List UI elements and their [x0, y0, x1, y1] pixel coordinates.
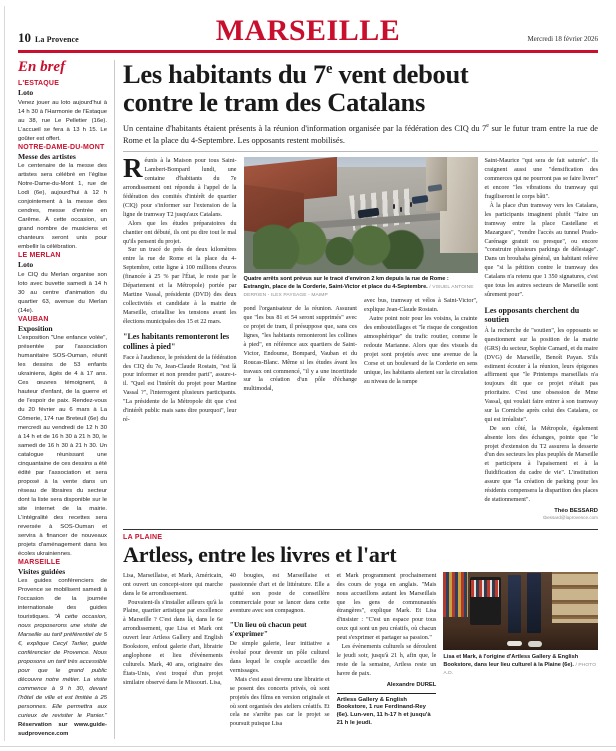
standfirst-rule: [123, 151, 598, 152]
second-article-byline: Alexandre DUREL: [386, 681, 437, 688]
article-subhead: Les opposants cherchent du soutien: [484, 305, 580, 324]
body-paragraph: Pouvaient-ils s'installer ailleurs qu'à la Plaine, quartier artistique par excellence à Marseille ? C'est dans là, dans le 6e arrondissement, que Lisa et Mark ont ouvert leur Artless Gallery and English Bookstore, enfoui galerie d'art, librairie anglophone et lieu d'événements culturels. Mark, 40 ans, originaire des États-Unis, s'est troqué d'un projet similaire observé dans le Missouri. Lisa,: [123, 599, 223, 686]
second-article-subhead: "Un lieu où chacun peut s'exprimer": [229, 620, 307, 638]
brief-kicker: MARSEILLE: [18, 558, 61, 566]
second-column-2: [230, 572, 330, 729]
body-paragraph: avec bus, tramway et vélos à Saint-Victor", explique Jean-Claude Rostain.: [364, 298, 478, 314]
body-paragraph: Lisa, Marseillaise, et Mark, Américain, ont ouvert un concept-store qui marche dans le 6e arrondissement.: [123, 572, 223, 597]
second-photo-caption: [443, 653, 598, 677]
body-paragraph: pond l'organisateur de la réunion. Assurant que "les bus 81 et 54 seront supprimés" avec ce projet de tram, il présuppose que, sans ces lignes, "les habitants remonteront les collines à pied", en référence aux quartiers de Saint-Victor, Endoume, Bompard, Vauban et du Roucas-Blanc. Même si les études ávant les travaux ont commencé, "il y a une incertitude sur la création d'un pôle d'échange multimodal,: [243, 306, 357, 393]
brief-head: Messe des artistes: [18, 151, 76, 161]
body-paragraph: De simple galerie, leur initiative a évolué pour devenir un pôle culturel dans lequel le couple accueille des vernissages.: [229, 641, 330, 675]
page-content: [18, 60, 598, 739]
photo-shoe: [507, 641, 522, 646]
body-paragraph: 40 bougies, est Marseillaise et passionnée d'art et de littérature. Elle a quitté son poste de conseillère commerciale pour se lancer dans cette aventure avec son compagnon.: [229, 572, 330, 615]
brief-kicker: L'ESTAQUE: [18, 80, 60, 87]
standfirst-part-1: Un centaine d'habitants étaient présents à la réunion d'information organisée par la fédération des CIQ du 7: [123, 123, 487, 133]
body-paragraph: Autre point noir pour les voisins, la crainte des embouteillages et "le risque de congestion atmosphérique" du trafic routier, comme le redoute Marianne. Alors que des visuels du projet sont projetés avec une avenue de la Corse et un boulevard de la Corderie en sens unique, les habitants alertent sur la circulation au niveau de la rampe: [364, 316, 478, 385]
body-paragraph: Sur un tracé de près de deux kilomètres entre la rue de Rome et la place du 4-Septembre, cette ligne à 100 millions d'euros (financée à 25 % par l'État, le reste par le Département et la Métropole) portée par Martine Vassal, présidente (DVD) des deux collectivités et candidate à la mairie de Marseille, cristallise les tensions avant les élections municipales des 15 et 22 mars.: [123, 247, 237, 325]
headline-part-2: vent debout: [332, 59, 469, 89]
page-edge-rule: [4, 6, 5, 741]
caption-credit: / PHOTO A.D.: [443, 662, 597, 677]
photo-trees: [253, 222, 426, 268]
main-area: [115, 60, 598, 739]
brief-text-quote: "À cette occasion, nous proposerons une visite de Marseille au tarif préférentiel de 5 €, explique Cecyl Tarlier, guide conférencier de Provence. Nous proposons un tarif très accessible pour que le grand public découvre notre métier. La visite commence à 9 h 30, devant l'hôtel de ville et est limitée à 25 personnes. Elle permettra aux curieux de revisiter le Panier.": [18, 614, 107, 719]
body-paragraph: Réunis à la Maison pour tous Saint-Lambert-Bompard lundi, une centaine d'habitants du 7e arrondissement ont répondu à l'appel de la fédération des comités d'intérêt de quartier (CIQ) pour s'informer sur l'extension de la ligne de tramway T2 jusqu'aux Catalans.: [123, 153, 237, 218]
photo-rack-books: [471, 580, 499, 597]
photo-pedestrian: [410, 202, 412, 207]
brief-kicker: VAUBAN: [18, 315, 49, 323]
issue-date: Mercredi 18 février 2026: [527, 35, 598, 43]
main-standfirst: [123, 122, 598, 146]
headline-part-1: Les habitants du 7: [123, 59, 326, 89]
page-bottom-rule: [0, 746, 616, 747]
second-column-1: [123, 572, 223, 688]
body-paragraph: Les évènements culturels se déroulent le jeudi soir, jusqu'à 21 h, afin que, le reste de la semaine, Artless reste un havre de paix.: [336, 643, 437, 677]
second-article-columns: [123, 572, 598, 729]
brief-body: Le CIQ du Merlan organise son loto avec buvette samedi à 14 h 30 au centre d'animation du quartier 63, avenue du Merlan (14e).: [18, 271, 107, 314]
brief-text-reservation: Réservation sur www.guide-sudprovence.com: [18, 721, 107, 737]
sidebar-title: En bref: [18, 59, 66, 75]
article-column-4: [485, 157, 599, 519]
article-byline: Théo BESSARD: [554, 507, 598, 514]
brief-head: Visites guidées: [18, 566, 66, 576]
second-article-kicker: LA PLAINE: [123, 533, 163, 541]
headline-ordinal: e: [326, 61, 333, 78]
main-photo-caption: [244, 276, 478, 300]
infobox-details: Artless Gallery & English Bookstore, 1 rue Ferdinand-Rey (6e). Lun-ven, 11 h-17 h et jusqu'à 21 h le jeudi.: [336, 696, 431, 726]
brief-item: [18, 144, 107, 252]
brief-body: Venez jouer au loto aujourd'hui à 14 h 30 à l'Harmonie de l'Estaque au 38, rue Le Pelletier (16e). L'accueil se fera à 13 h 15. Le goûter est offert.: [18, 99, 107, 142]
brief-head: Exposition: [18, 323, 53, 333]
photo-floor: [443, 623, 598, 650]
body-paragraph: À la recherche de "soutien", les opposants se questionnent sur la position de la mairie (GRS) du secteur, Sophie Camard, et du maire (DVG) de Marseille, Benoît Payan. S'ils estiment écouter à la réunion, leurs épigones affirment que "le Printemps marseillais n'a toujours dit que ce projet n'était pas prioritaire. C'est une obsession de Mme Vassal, qui voulait faire entrer à son tramway sur la Corniche après celui des Catalans, ce qui est irréaliste".: [484, 327, 598, 423]
publication-name: La Provence: [35, 35, 79, 44]
body-paragraph: Mais c'est aussi devenu une librairie et se posent des concerts privés, où sont projetés des films en version originale et où sont organisés des ateliers créatifs. Et cela ne s'arrête pas car le projet se poursuit puisque Lisa: [229, 676, 330, 728]
brief-kicker: LE MERLAN: [18, 252, 61, 260]
body-paragraph: Alors que les études préparatoires du chantier ont débuté, ils ont pu dire tout le mal qu'ils pensent du projet.: [123, 220, 237, 245]
section-title: MARSEILLE: [215, 14, 401, 47]
brief-head: Loto: [18, 88, 34, 98]
brief-head: Loto: [18, 260, 34, 270]
masthead-rule: [18, 50, 598, 53]
standfirst-ordinal: e: [486, 123, 489, 130]
standfirst-part-2: sur le futur tram entre la rue de Rome et la place du 4-Septembre. Les opposants restent mobilisés.: [123, 123, 598, 145]
brief-item: [18, 559, 107, 739]
photo-bookshelf-left: [443, 572, 468, 617]
second-article-infobox: [337, 693, 437, 728]
sidebar-en-bref: [18, 60, 115, 739]
brief-body: Le centenaire de la messe des artistes sera célébré en l'église Notre-Dame-du-Mont 1, rue de Lodi (6e), aujourd'hui à 12 h conjointement à la messe des cendres, messe d'entrée en Carême. À cette occasion, un grand nombre de musiciens et chanteurs seront unis pour embellir la célébration.: [18, 163, 107, 251]
article-subhead: "Les habitants remonteront les collines à pied": [123, 332, 230, 351]
article-byline-email: tbessard@laprovence.com: [543, 514, 598, 520]
second-article-headline: Artless, entre les livres et l'art: [123, 541, 397, 567]
main-article-columns: [123, 153, 598, 520]
photo-shoe: [528, 641, 542, 646]
page-number: 10: [18, 30, 31, 45]
masthead: [18, 0, 598, 48]
headline-part-3: contre le tram des Catalans: [123, 87, 425, 118]
body-paragraph: Face à l'audience, le président de la fédération des CIQ du 7e, Jean-Claude Rostain, "est là pour informer et non prendre parti", assure-t-il. "Quel est l'intérêt du projet pour Martine Vassal ?", l'interrogent plusieurs participants. "La présidente de la Métropole dit que c'est d'intérêt public mais sans dire pourquoi", leur ré-: [123, 354, 237, 423]
brief-body: L'exposition "Une enfance volée", présentée par l'association humanitaire SOS-Ouman, réunit les dessins de 53 enfants ukrainiens, âgés de 4 à 17 ans. Ces œuvres témoignent, à hauteur d'enfant, de la guerre et de l'espoir de paix. Rendez-vous du 20 février au 6 mars à La Cômerie, 174 rue Breteuil (6e) du mercredi au vendredi de 12 h 30 à 14 h et de 16 h 30 à 21 h 30, le samedi de 16 h 30 à 21 h 30. Un catalogue réunissant une cinquantaine de ces dessins a été édité par l'association et sera proposé à la vente dans un réseau de libraires du secteur dont la liste sera disponible sur le site internet de la mairie. L'intégralité des recettes sera reversée à SOS-Ouman et servira à financer de nouveaux projets d'aménagement dans les écoles ukrainiennes.: [18, 335, 107, 557]
brief-kicker: NOTRE-DAME-DU-MONT: [18, 143, 105, 151]
caption-text: Quatre arrêts sont prévus sur le tracé d'environ 2 km depuis la rue de Rome : Estrangin, place de la Corderie, Saint-Victor et place du 4-Septembre.: [243, 276, 449, 291]
body-paragraph: À la place d'un tramway vers les Catalans, les participants imaginent plutôt "faire un tramway entre la place Castellane et Mazargues", "rendre l'accès au tunnel Prado-Carénage gratuit ou presque", ou encore "construire plusieurs parkings de délestage". Dans un brouhaha général, un habitant relève que "si la pétition contre le tramway des Catalans n'a retenu que 1 350 signatures, c'est que tous les autres secteurs de Marseille sont sûrement pour".: [484, 202, 598, 298]
body-paragraph: Saint-Maurice "qui sera de fait saturée". Ils craignent aussi une "densification des commerces qui ne pourront pas se faire livrer" et encore "les vibrations du tramway qui fragiliseront le corps bâti".: [484, 158, 598, 201]
brief-text-plain: Les guides conférenciers de Provence se mobilisent samedi à l'occasion de la journée internationale des guides touristiques.: [18, 578, 107, 621]
second-column-photo: [443, 572, 598, 683]
main-photo: [244, 157, 478, 273]
second-article-photo: [443, 572, 598, 650]
brief-item: [18, 80, 107, 144]
body-paragraph: et Mark programment prochainement des cours de yoga en anglais. "Mais nous accueillons autant les Marseillais que les gens de communautés étrangères", explique Mark. Et Lisa d'insister : "C'est un espace pour tous ceux qui sont un peu créatifs, où chacun peut s'exprimer et partager sa passion.": [336, 572, 437, 642]
caption-text: Lisa et Mark, à l'origine d'Artless Gallery & English Bookstore, dans leur lieu culturel à la Plaine (6e).: [443, 653, 579, 668]
main-headline: [123, 60, 598, 116]
brief-item: [18, 316, 107, 559]
second-column-3: [337, 572, 437, 728]
brief-item: [18, 252, 107, 316]
photo-person-lisa: [508, 575, 520, 633]
body-paragraph: De son côté, la Métropole, également absente lors des échanges, pointe que "le projet d'extension du T2 assurera la desserte d'un des secteurs les plus peuplés de Marseille et participera à l'apaisement et à la fluidification du cadre de vie". L'institution assure que "la création de parking pour les résidents compensera la disparition des places de stationnement".: [484, 425, 598, 503]
second-article-rule: [123, 529, 598, 530]
brief-body: [18, 577, 107, 738]
photo-person-mark: [527, 573, 541, 632]
photo-pedestrian: [393, 204, 395, 209]
caption-credit: / VISUEL ANTOINE DERRIEN - ILEX PAYSAGE - MAIMP: [243, 285, 474, 299]
article-column-1: [123, 153, 237, 424]
